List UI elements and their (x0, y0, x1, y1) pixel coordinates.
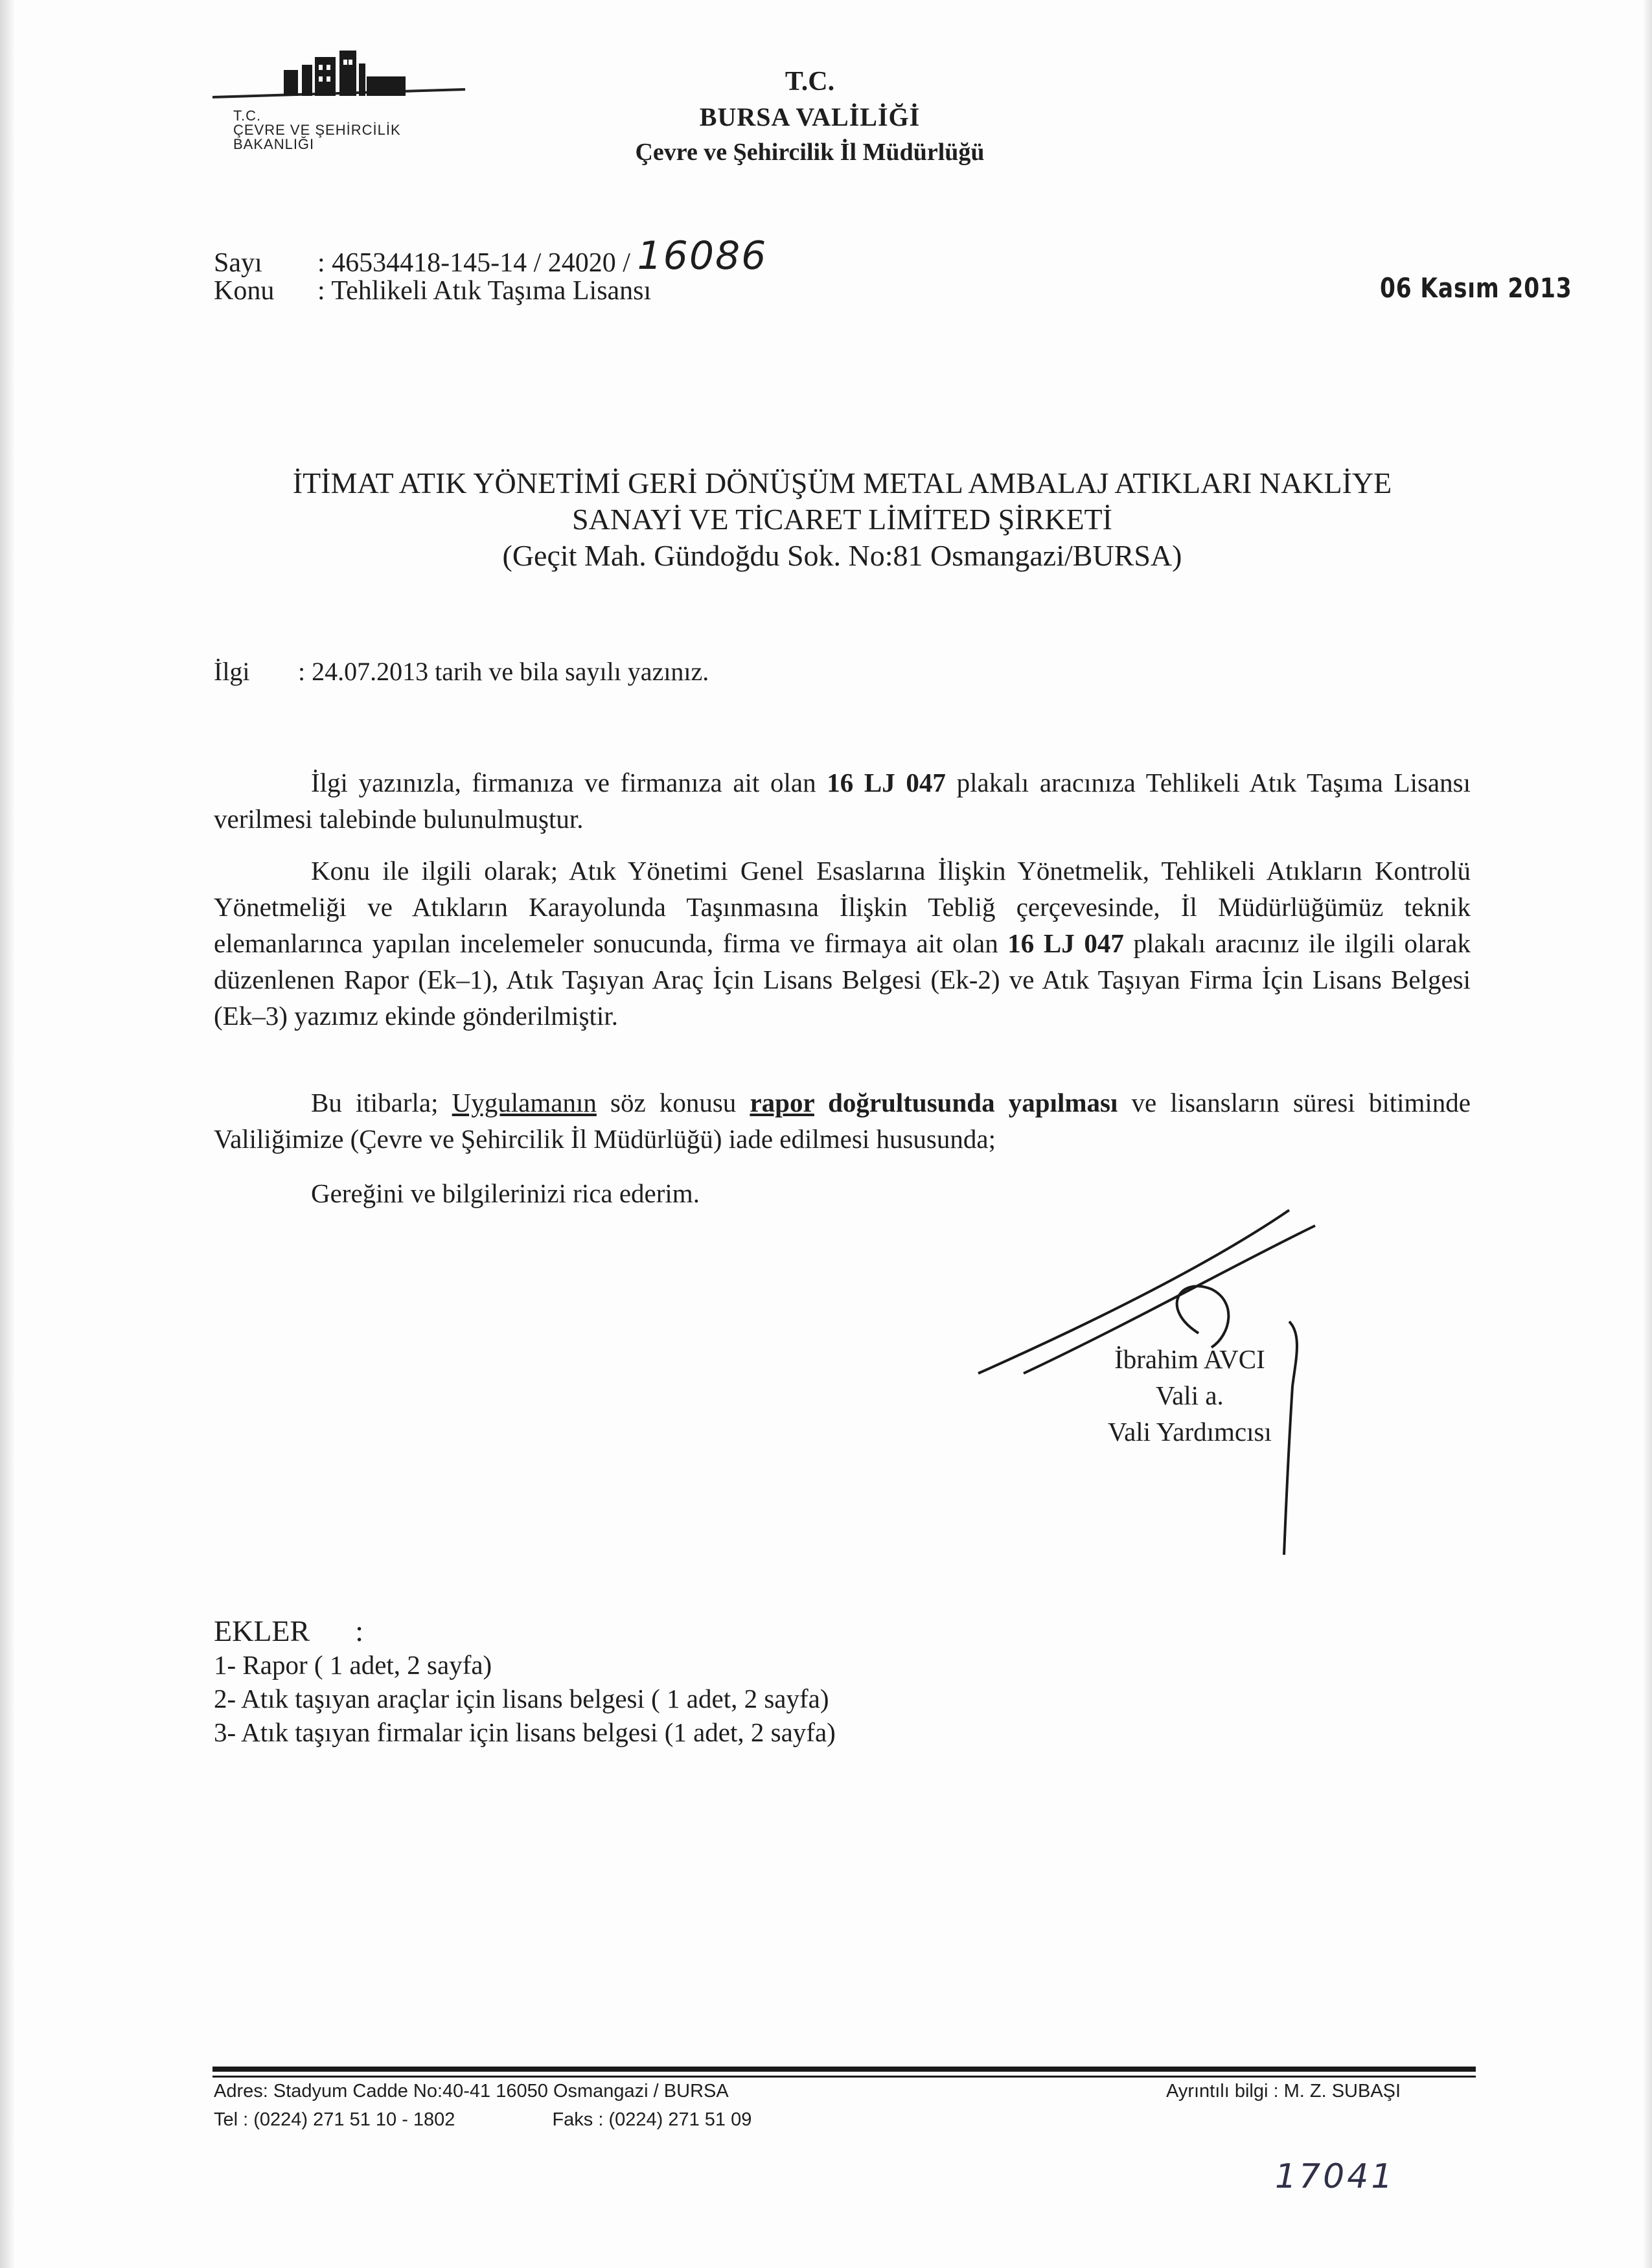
konu-value: : Tehlikeli Atık Taşıma Lisansı (317, 276, 652, 306)
letterhead (570, 63, 1050, 170)
plate-number: 16 LJ 047 (827, 768, 946, 797)
attachments-list (214, 1614, 836, 1749)
signer-title-2: Vali Yardımcısı (1108, 1417, 1272, 1447)
sayi-handwritten-number: 16086 (637, 233, 768, 279)
header-valilik: BURSA VALİLİĞİ (699, 102, 921, 132)
sayi-label: Sayı (214, 248, 262, 278)
date-stamp: 06 Kasım 2013 (1380, 272, 1572, 304)
ilgi-label: İlgi (214, 657, 250, 686)
attachment-item: 3- Atık taşıyan firmalar için lisans belgesi (1 adet, 2 sayfa) (214, 1717, 836, 1747)
attachment-item: 2- Atık taşıyan araçlar için lisans belgesi ( 1 adet, 2 sayfa) (214, 1684, 829, 1713)
footer-address: Adres: Stadyum Cadde No:40-41 16050 Osmangazi / BURSA (214, 2081, 729, 2102)
ilgi-line (214, 656, 709, 688)
paragraph-3: Bu itibarla; Uygulamanın söz konusu rapor doğrultusunda yapılması ve lisansların süresi bitiminde Valiliğimize (Çevre ve Şehircilik İl Müdürlüğü) iade edilmesi hususunda; (214, 1088, 1471, 1154)
plate-number: 16 LJ 047 (1007, 928, 1124, 958)
signature-block (1108, 1341, 1272, 1450)
signer-title-1: Vali a. (1156, 1380, 1224, 1410)
logo-text: T.C. ÇEVRE VE ŞEHİRCİLİK BAKANLIĞI (233, 108, 401, 152)
signer-name: İbrahim AVCI (1114, 1344, 1265, 1374)
header-tc: T.C. (785, 67, 835, 97)
attachment-item: 1- Rapor ( 1 adet, 2 sayfa) (214, 1650, 492, 1680)
header-mudurluk: Çevre ve Şehircilik İl Müdürlüğü (635, 139, 985, 166)
sayi-value: : 46534418-145-14 / 24020 / (317, 248, 637, 278)
recipient-line1: İTİMAT ATIK YÖNETİMİ GERİ DÖNÜŞÜM METAL AMBALAJ ATIKLARI NAKLİYE (292, 466, 1392, 499)
konu-label: Konu (214, 276, 275, 306)
recipient-block (214, 465, 1471, 574)
handwritten-note: 17041 (1275, 2157, 1395, 2196)
ilgi-value: : 24.07.2013 tarih ve bila sayılı yazınız. (298, 657, 709, 686)
footer-tel: Tel : (0224) 271 51 10 - 1802 (214, 2109, 455, 2130)
sayi-line (214, 233, 768, 279)
paragraph-1: İlgi yazınızla, firmanıza ve firmanıza ait olan 16 LJ 047 plakalı aracınıza Tehlikeli Atık Taşıma Lisansı verilmesi talebinde bulunulmuştur. (214, 768, 1471, 834)
page-edge-right (1643, 0, 1652, 2268)
konu-line (214, 275, 651, 307)
footer-fax: Faks : (0224) 271 51 09 (552, 2109, 752, 2130)
recipient-address: (Geçit Mah. Gündoğdu Sok. No:81 Osmangazi/BURSA) (502, 539, 1182, 572)
footer-divider (212, 2067, 1476, 2072)
paragraph-closing: Gereğini ve bilgilerinizi rica ederim. (311, 1178, 700, 1208)
paragraph-2: Konu ile ilgili olarak; Atık Yönetimi Genel Esaslarına İlişkin Yönetmelik, Tehlikeli Atıkların Kontrolü Yönetmeliği ve Atıkların Karayolunda Taşınmasına İlişkin Tebliğ çerçevesinde, İl Müdürlüğümüz teknik elemanlarınca yapılan incelemeler sonucunda, firma ve firmaya ait olan 16 LJ 047 plakalı aracınız ile ilgili olarak düzenlenen Rapor (Ek–1), Atık Taşıyan Araç İçin Lisans Belgesi (Ek-2) ve Atık Taşıyan Firma İçin Lisans Belgesi (Ek–3) yazımız ekinde gönderilmiştir. (214, 856, 1471, 1031)
footer-contact (214, 2077, 751, 2134)
recipient-line2: SANAYİ VE TİCARET LİMİTED ŞİRKETİ (572, 503, 1112, 536)
page-edge-left (0, 0, 14, 2268)
footer-detail-info: Ayrıntılı bilgi : M. Z. SUBAŞI (1166, 2081, 1401, 2102)
attachments-title: EKLER : (214, 1614, 363, 1647)
